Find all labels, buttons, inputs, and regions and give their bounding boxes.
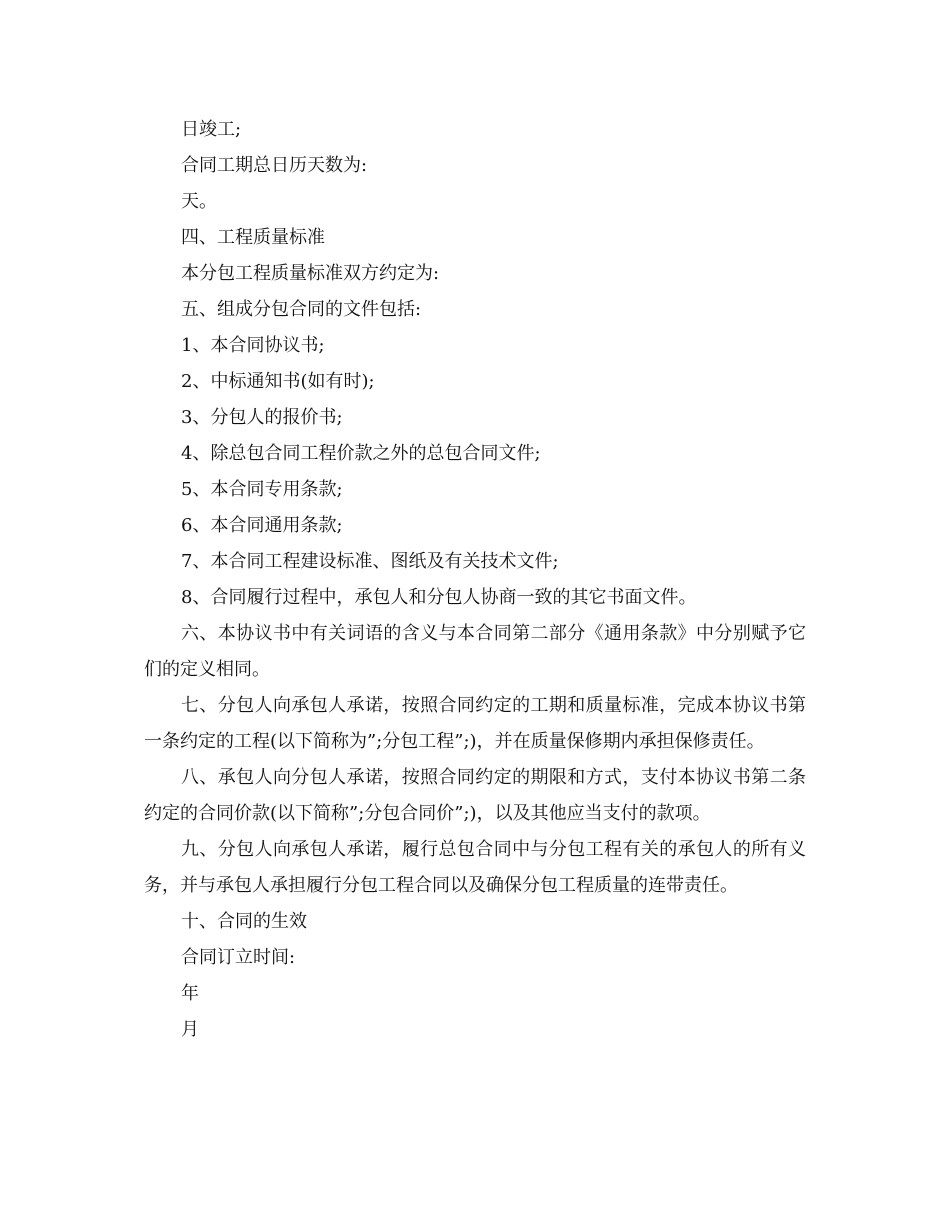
document-item: 6、本合同通用条款; bbox=[181, 515, 343, 536]
contract-text bbox=[144, 112, 806, 1048]
document-item: 3、分包人的报价书; bbox=[181, 407, 343, 428]
year-line: 年 bbox=[181, 983, 199, 1004]
section-effective-heading: 十、合同的生效 bbox=[181, 911, 307, 932]
document-item: 4、除总包合同工程价款之外的总包合同文件; bbox=[181, 443, 541, 464]
section-documents-heading: 五、组成分包合同的文件包括: bbox=[181, 299, 422, 320]
days-unit-line: 天。 bbox=[181, 191, 217, 212]
month-line: 月 bbox=[181, 1019, 199, 1040]
clause-nine: 九、分包人向承包人承诺，履行总包合同中与分包工程有关的承包人的所有义务，并与承包人承担履行分包工程合同以及确保分包工程质量的连带责任。 bbox=[144, 839, 806, 896]
document-item: 1、本合同协议书; bbox=[181, 335, 325, 356]
document-item: 7、本合同工程建设标准、图纸及有关技术文件; bbox=[181, 551, 559, 572]
completion-date-line: 日竣工; bbox=[181, 119, 242, 140]
document-item: 8、合同履行过程中，承包人和分包人协商一致的其它书面文件。 bbox=[181, 587, 697, 608]
clause-seven: 七、分包人向承包人承诺，按照合同约定的工期和质量标准，完成本协议书第一条约定的工程(以下简称为”;分包工程”;)，并在质量保修期内承担保修责任。 bbox=[144, 695, 806, 752]
document-item: 2、中标通知书(如有时); bbox=[181, 371, 375, 392]
section-quality-heading: 四、工程质量标准 bbox=[181, 227, 325, 248]
clause-eight: 八、承包人向分包人承诺，按照合同约定的期限和方式，支付本协议书第二条约定的合同价款(以下简称”;分包合同价”;)，以及其他应当支付的款项。 bbox=[144, 767, 806, 824]
quality-standard-line: 本分包工程质量标准双方约定为: bbox=[181, 263, 440, 284]
signing-time-label: 合同订立时间: bbox=[181, 947, 296, 968]
total-days-label: 合同工期总日历天数为: bbox=[181, 155, 368, 176]
clause-six: 六、本协议书中有关词语的含义与本合同第二部分《通用条款》中分别赋予它们的定义相同。 bbox=[144, 623, 806, 680]
document-item: 5、本合同专用条款; bbox=[181, 479, 343, 500]
